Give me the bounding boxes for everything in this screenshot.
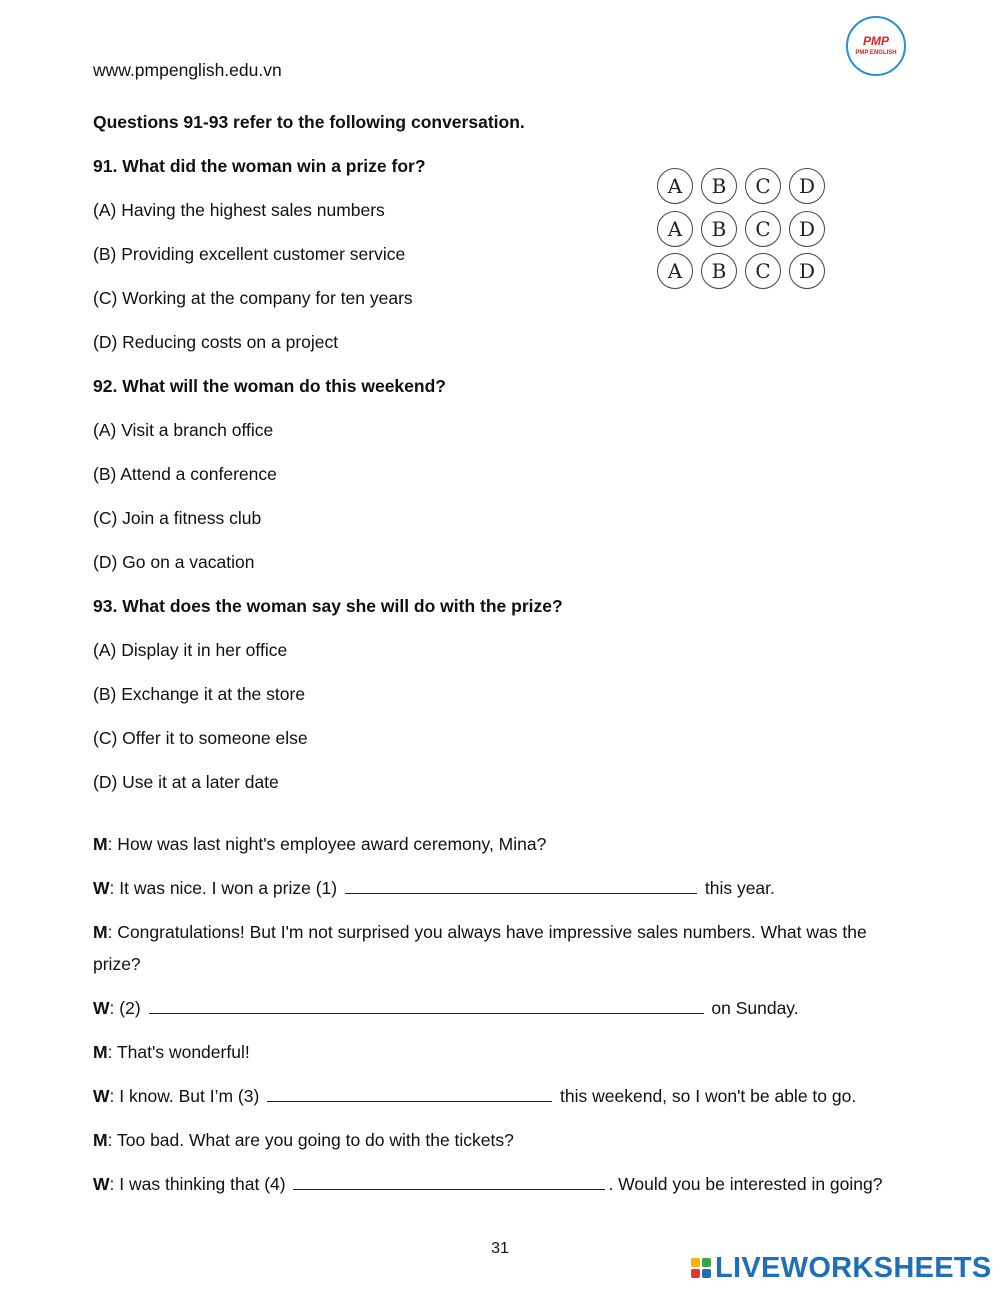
question-93-option-b: (B) Exchange it at the store (93, 684, 306, 704)
line-text-before: : It was nice. I won a prize (1) (109, 878, 342, 898)
blank-3[interactable] (267, 1086, 552, 1102)
line-text-before: : (2) (109, 998, 146, 1018)
conversation-line-5 (93, 1042, 250, 1063)
question-92-option-b: (B) Attend a conference (93, 464, 277, 484)
speaker-label: M (93, 834, 108, 854)
conversation-line-4 (93, 998, 799, 1019)
answer-93-b[interactable]: B (701, 253, 737, 289)
question-91-title: 91. What did the woman win a prize for? (93, 156, 426, 176)
answer-93-a[interactable]: A (657, 253, 693, 289)
question-92-title: 92. What will the woman do this weekend? (93, 376, 446, 396)
question-91-option-c: (C) Working at the company for ten years (93, 288, 413, 308)
answer-91-c[interactable]: C (745, 168, 781, 204)
line-text-after: on Sunday. (706, 998, 799, 1018)
conversation-line-3 (93, 922, 867, 943)
speaker-label: M (93, 922, 108, 942)
answer-91-a[interactable]: A (657, 168, 693, 204)
speaker-label: W (93, 1086, 110, 1106)
answer-93-d[interactable]: D (789, 253, 825, 289)
line-text-after: this weekend, so I won't be able to go. (555, 1086, 857, 1106)
line-text-after: . Would you be interested in going? (608, 1174, 883, 1194)
line-text: : Congratulations! But I'm not surprised you always have impressive sales numbers. What was the (107, 922, 867, 942)
speaker-label: M (93, 1130, 108, 1150)
question-93-title: 93. What does the woman say she will do with the prize? (93, 596, 563, 616)
question-93-option-d: (D) Use it at a later date (93, 772, 279, 792)
logo-mark: PMP (862, 34, 889, 48)
question-92-option-d: (D) Go on a vacation (93, 552, 255, 572)
page-number: 31 (491, 1240, 509, 1257)
speaker-label: W (93, 998, 110, 1018)
question-93-option-a: (A) Display it in her office (93, 640, 288, 660)
line-text-after: this year. (699, 878, 775, 898)
answer-92-a[interactable]: A (657, 211, 693, 247)
line-text: : Too bad. What are you going to do with the tickets? (107, 1130, 514, 1150)
answer-91-b[interactable]: B (701, 168, 737, 204)
question-92-option-c: (C) Join a fitness club (93, 508, 262, 528)
speaker-label: W (93, 1174, 110, 1194)
speaker-label: W (93, 878, 110, 898)
conversation-line-3-continued: prize? (93, 954, 141, 974)
line-text: : How was last night's employee award ceremony, Mina? (107, 834, 547, 854)
conversation-line-1 (93, 834, 546, 855)
conversation-line-2 (93, 878, 775, 899)
answer-92-b[interactable]: B (701, 211, 737, 247)
speaker-label: M (93, 1042, 108, 1062)
pmp-english-logo (846, 16, 906, 76)
line-text-before: : I know. But I’m (3) (109, 1086, 265, 1106)
answer-91-d[interactable]: D (789, 168, 825, 204)
question-91-option-b: (B) Providing excellent customer service (93, 244, 406, 264)
line-text: : That's wonderful! (107, 1042, 250, 1062)
conversation-line-6 (93, 1086, 856, 1107)
question-92-option-a: (A) Visit a branch office (93, 420, 274, 440)
logo-text: PMP ENGLISH (855, 50, 897, 56)
website-url: www.pmpenglish.edu.vn (93, 60, 282, 80)
line-text-before: : I was thinking that (4) (109, 1174, 291, 1194)
conversation-line-8 (93, 1174, 882, 1195)
answer-93-c[interactable]: C (745, 253, 781, 289)
question-91-option-d: (D) Reducing costs on a project (93, 332, 339, 352)
answer-92-d[interactable]: D (789, 211, 825, 247)
question-91-option-a: (A) Having the highest sales numbers (93, 200, 385, 220)
answer-92-c[interactable]: C (745, 211, 781, 247)
question-93-option-c: (C) Offer it to someone else (93, 728, 308, 748)
conversation-line-7 (93, 1130, 514, 1151)
liveworksheets-brand: LIVEWORKSHEETS (715, 1251, 992, 1284)
liveworksheets-logo (691, 1253, 992, 1283)
blank-2[interactable] (149, 998, 704, 1014)
blank-4[interactable] (293, 1174, 605, 1190)
section-intro: Questions 91-93 refer to the following conversation. (93, 112, 525, 132)
liveworksheets-icon (691, 1258, 711, 1278)
blank-1[interactable] (345, 878, 697, 894)
